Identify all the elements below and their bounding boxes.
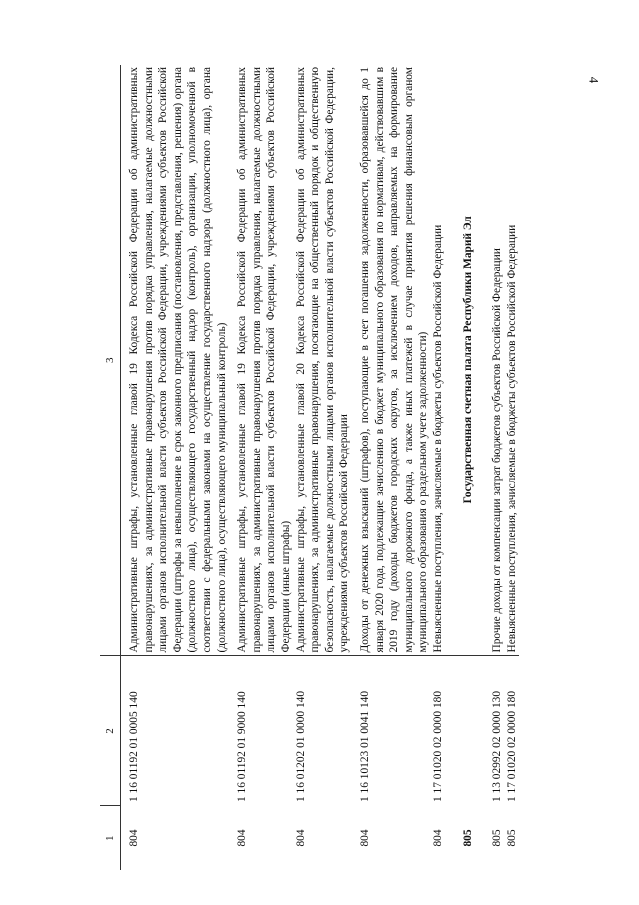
budget-class-code: 1 16 01192 01 9000 140 bbox=[229, 656, 293, 806]
section-code-cell bbox=[445, 656, 490, 806]
revenue-description: Доходы от денежных взысканий (штрафов), поступающие в счет погашения задолженности, образовавшейся до 1 января 2020 года, подлежащие зачислению в бюджет муниципального образования по нормативам, действовавшим в 2019 году (доходы бюджетов городских округов, за исключением доходов, направляемых на формирование муниципального дорожного фонда, а также иных платежей в случае принятия решения финансовым органом муниципального образования о раздельном учете задолженности) bbox=[358, 67, 430, 653]
admin-code: 804 bbox=[294, 829, 307, 847]
section-header-row bbox=[445, 65, 490, 870]
admin-code: 805 bbox=[505, 829, 518, 847]
header-col-1: 1 bbox=[100, 806, 121, 870]
section-title: Государственная счетная палата Республики Марий Эл bbox=[462, 216, 475, 504]
admin-code: 804 bbox=[128, 829, 140, 847]
table-row bbox=[505, 65, 520, 870]
revenue-description: Невыясненные поступления, зачисляемые в бюджеты субъектов Российской Федерации bbox=[431, 224, 444, 653]
revenue-description: Административные штрафы, установленные главой 19 Кодекса Российской Федерации об административных правонарушениях, за административные правонарушения против порядка управления, налагаемые должностными лицами органов исполнительной власти субъектов Российской Федерации, учреждениями субъектов Российской Федерации (иные штрафы) bbox=[236, 67, 292, 653]
section-admin-code: 805 bbox=[462, 829, 475, 847]
table-row bbox=[431, 65, 446, 870]
header-col-2: 2 bbox=[100, 656, 121, 806]
budget-class-code: 1 17 01020 02 0000 180 bbox=[505, 656, 520, 806]
revenue-description: Административные штрафы, установленные главой 19 Кодекса Российской Федерации об административных правонарушениях, за административные правонарушения против порядка управления, налагаемые должностными лицами органов исполнительной власти субъектов Российской Федерации, учреждениями субъектов Российской Федерации (штрафы за невыполнение в срок законного предписания (постановления, представления, решения) органа (должностного лица), осуществляющего государственный надзор (контроль), организации, уполномоченной в соответствии с федеральными законами на осуществление государственного надзора (должностного лица), органа (должностного лица), осуществляющего муниципальный контроль) bbox=[128, 67, 228, 653]
revenue-description: Невыясненные поступления, зачисляемые в бюджеты субъектов Российской Федерации bbox=[505, 224, 518, 653]
revenue-description: Прочие доходы от компенсации затрат бюджетов субъектов Российской Федерации bbox=[491, 248, 504, 653]
budget-class-code: 1 17 01020 02 0000 180 bbox=[431, 656, 446, 806]
admin-code: 804 bbox=[358, 829, 371, 847]
table-row bbox=[294, 65, 352, 870]
revenue-description: Административные штрафы, установленные главой 20 Кодекса Российской Федерации об административных правонарушениях, за административные правонарушения, посягающие на общественный порядок и общественную безопасность, налагаемые должностными лицами органов исполнительной власти субъектов Российской Федерации, учреждениями субъектов Российской Федерации bbox=[294, 67, 351, 653]
header-col-3: 3 bbox=[100, 65, 121, 656]
table-row bbox=[121, 65, 230, 870]
admin-code: 805 bbox=[491, 829, 504, 847]
budget-class-code: 1 16 01202 01 0000 140 bbox=[294, 656, 352, 806]
table-row bbox=[352, 65, 431, 870]
revenue-codes-table-container bbox=[100, 65, 620, 870]
budget-class-code: 1 16 10123 01 0041 140 bbox=[352, 656, 431, 806]
table-header-row bbox=[100, 65, 121, 870]
budget-class-code: 1 13 02992 02 0000 130 bbox=[490, 656, 505, 806]
table-row bbox=[229, 65, 293, 870]
revenue-codes-table bbox=[100, 65, 519, 870]
admin-code: 804 bbox=[431, 829, 444, 847]
page-number: 4 bbox=[586, 76, 602, 84]
budget-class-code: 1 16 01192 01 0005 140 bbox=[121, 656, 230, 806]
admin-code: 804 bbox=[236, 829, 249, 847]
table-row bbox=[490, 65, 505, 870]
